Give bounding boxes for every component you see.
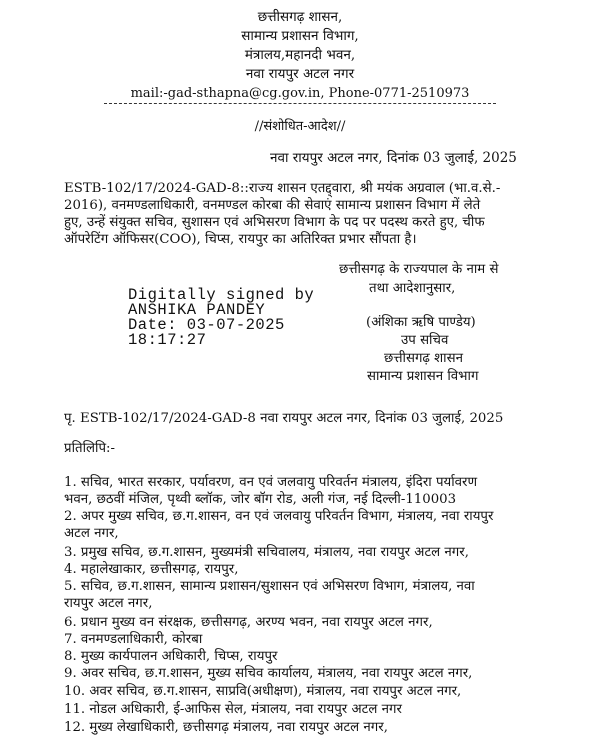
authority-line: तथा आदेशानुसार, bbox=[369, 281, 456, 296]
copy-line: 5. सचिव, छ.ग.शासन, सामान्य प्रशासन/सुशासन एवं अभिसरण विभाग, मंत्रालय, नवा bbox=[64, 579, 475, 594]
digital-signature-time: 18:17:27 bbox=[128, 331, 207, 349]
copy-line: 3. प्रमुख सचिव, छ.ग.शासन, मुख्यमंत्री सचिवालय, मंत्रालय, नवा रायपुर अटल नगर, bbox=[64, 545, 469, 560]
order-title: //संशोधित-आदेश// bbox=[254, 119, 346, 134]
endorsement-line: पृ. ESTB-102/17/2024-GAD-8 नवा रायपुर अटल नगर, दिनांक 03 जुलाई, 2025 bbox=[64, 411, 504, 426]
authority-line: छत्तीसगढ़ के राज्यपाल के नाम से bbox=[339, 262, 499, 277]
header-building: मंत्रालय,महानदी भवन, bbox=[244, 47, 356, 63]
signatory-name: (अंशिका ऋषि पाण्डेय) bbox=[366, 315, 476, 330]
copy-line: भवन, छठवीं मंजिल, पृथ्वी ब्लॉक, जोर बॉग रोड, अली गंज, नई दिल्ली-110003 bbox=[64, 492, 457, 507]
date-line: नवा रायपुर अटल नगर, दिनांक 03 जुलाई, 2025 bbox=[270, 150, 517, 166]
digital-signature-name: ANSHIKA PANDEY bbox=[128, 301, 266, 319]
copy-line: 2. अपर मुख्य सचिव, छ.ग.शासन, वन एवं जलवायु परिवर्तन विभाग, मंत्रालय, नवा रायपुर bbox=[64, 509, 494, 524]
copy-line: 10. अवर सचिव, छ.ग.शासन, साप्रवि(अधीक्षण), मंत्रालय, नवा रायपुर अटल नगर, bbox=[64, 684, 462, 699]
copy-line: 11. नोडल अधिकारी, ई-आफिस सेल, मंत्रालय, नवा रायपुर अटल नगर bbox=[64, 702, 402, 717]
header-city: नवा रायपुर अटल नगर bbox=[245, 66, 355, 82]
digital-signature-date: Date: 03-07-2025 bbox=[128, 316, 285, 334]
header-govt: छत्तीसगढ़ शासन, bbox=[257, 9, 343, 25]
copy-line: 6. प्रधान मुख्य वन संरक्षक, छत्तीसगढ़, अरण्य भवन, नवा रायपुर अटल नगर, bbox=[64, 615, 433, 630]
body-line: 2016), वनमण्डलाधिकारी, वनमण्डल कोरबा की सेवाएं सामान्य प्रशासन विभाग में लेते bbox=[64, 198, 481, 213]
body-line: ऑपरेटिंग ऑफिसर(COO), चिप्स, रायपुर का अतिरिक्त प्रभार सौंपता है। bbox=[64, 232, 417, 247]
copy-line: 4. महालेखाकार, छत्तीसगढ़, रायपुर, bbox=[64, 562, 239, 577]
header-department: सामान्य प्रशासन विभाग, bbox=[241, 28, 359, 44]
copy-line: अटल नगर, bbox=[64, 526, 119, 541]
signatory-govt: छत्तीसगढ़ शासन bbox=[384, 351, 463, 366]
body-line: हुए, उन्हें संयुक्त सचिव, सुशासन एवं अभिसरण विभाग के पद पर पदस्थ करते हुए, चीफ bbox=[64, 215, 485, 230]
copy-heading: प्रतिलिपि:- bbox=[64, 441, 116, 456]
copy-line: 9. अवर सचिव, छ.ग.शासन, मुख्य सचिव कार्यालय, मंत्रालय, नवा रायपुर अटल नगर, bbox=[64, 666, 473, 681]
signatory-designation: उप सचिव bbox=[401, 333, 449, 348]
copy-line: 7. वनमण्डलाधिकारी, कोरबा bbox=[64, 632, 203, 647]
body-line: ESTB-102/17/2024-GAD-8::राज्य शासन एतद्द्वारा, श्री मयंक अग्रवाल (भा.व.से.- bbox=[64, 181, 501, 196]
header-contact: mail:-gad-sthapna@cg.gov.in, Phone-0771-2510973 bbox=[130, 86, 470, 101]
digital-signature bbox=[128, 288, 328, 348]
copy-line: रायपुर अटल नगर, bbox=[64, 596, 153, 611]
copy-line: 12. मुख्य लेखाधिकारी, छत्तीसगढ़ मंत्रालय, नवा रायपुर अटल नगर, bbox=[64, 720, 388, 735]
copy-line: 1. सचिव, भारत सरकार, पर्यावरण, वन एवं जलवायु परिवर्तन मंत्रालय, इंदिरा पर्यावरण bbox=[64, 475, 478, 490]
copy-line: 8. मुख्य कार्यपालन अधिकारी, चिप्स, रायपुर bbox=[64, 649, 278, 664]
signatory-department: सामान्य प्रशासन विभाग bbox=[367, 369, 479, 384]
digital-signature-line: Digitally signed by bbox=[128, 286, 315, 304]
header-divider bbox=[104, 103, 496, 104]
